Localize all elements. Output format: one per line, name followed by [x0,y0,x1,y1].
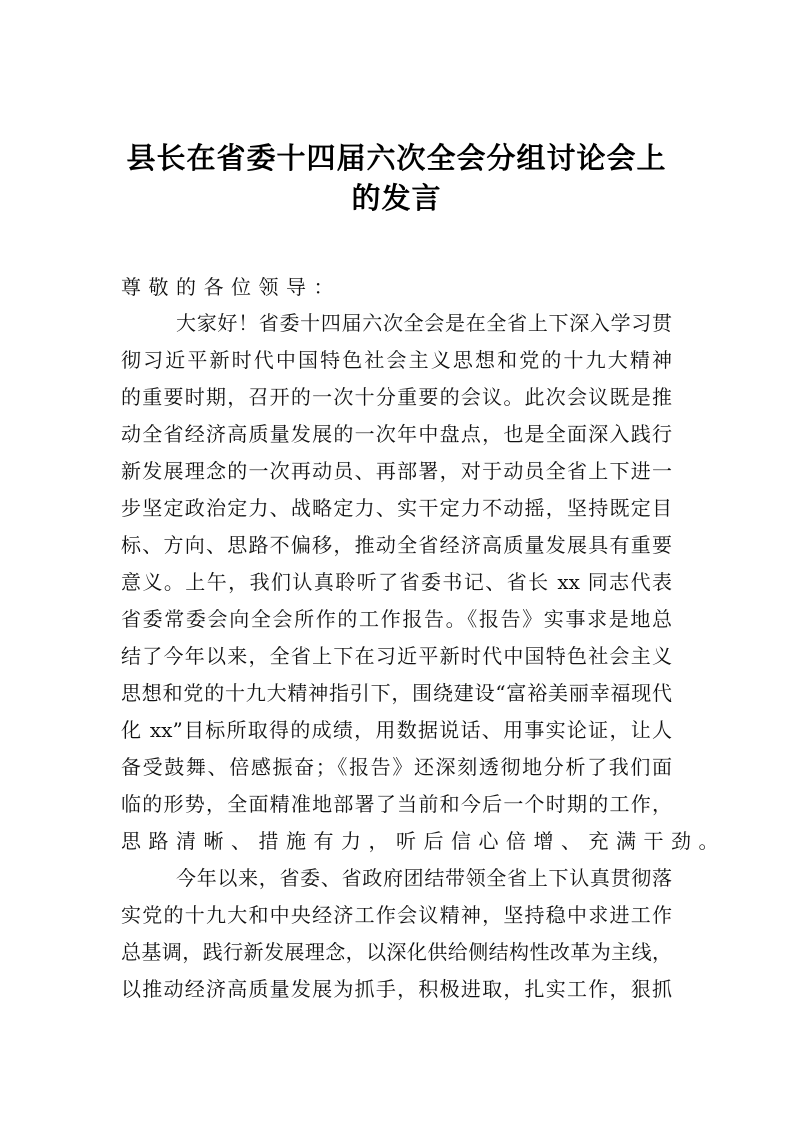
text-line: 省委常委会向全会所作的工作报告。《报告》实事求是地总 [121,607,672,631]
text-line: 标、方向、思路不偏移，推动全省经济高质量发展具有重要 [121,533,672,557]
salutation: 尊敬的各位领导： [121,275,341,299]
text-line: 备受鼓舞、倍感振奋；《报告》还深刻透彻地分析了我们面 [121,755,672,779]
text-line: 步坚定政治定力、战略定力、实干定力不动摇，坚持既定目 [121,496,672,520]
document-title-line-1: 县长在省委十四届六次全会分组讨论会上 [126,141,667,175]
text-line: 以推动经济高质量发展为抓手，积极进取，扎实工作，狠抓 [121,977,672,1001]
text-line: 大家好！省委十四届六次全会是在全省上下深入学习贯 [176,311,672,335]
text-line: 彻习近平新时代中国特色社会主义思想和党的十九大精神 [121,348,672,372]
text-line: 今年以来，省委、省政府团结带领全省上下认真贯彻落 [176,866,672,890]
text-line: 总基调，践行新发展理念，以深化供给侧结构性改革为主线， [121,940,672,964]
text-line: 化 xx”目标所取得的成绩，用数据说话、用事实论证，让人 [121,718,672,742]
text-line: 动全省经济高质量发展的一次年中盘点，也是全面深入践行 [121,422,672,446]
text-line: 的重要时期，召开的一次十分重要的会议。此次会议既是推 [121,385,672,409]
text-line: 思路清晰、措施有力，听后信心倍增、充满干劲。 [121,829,726,853]
text-line: 意义。上午，我们认真聆听了省委书记、省长 xx 同志代表 [121,570,672,594]
text-line: 新发展理念的一次再动员、再部署，对于动员全省上下进一 [121,459,672,483]
text-line: 结了今年以来，全省上下在习近平新时代中国特色社会主义 [121,644,672,668]
text-line: 思想和党的十九大精神指引下，围绕建设“富裕美丽幸福现代 [121,681,672,705]
text-line: 实党的十九大和中央经济工作会议精神，坚持稳中求进工作 [121,903,672,927]
document-title-line-2: 的发言 [351,181,442,215]
text-line: 临的形势，全面精准地部署了当前和今后一个时期的工作， [121,792,672,816]
